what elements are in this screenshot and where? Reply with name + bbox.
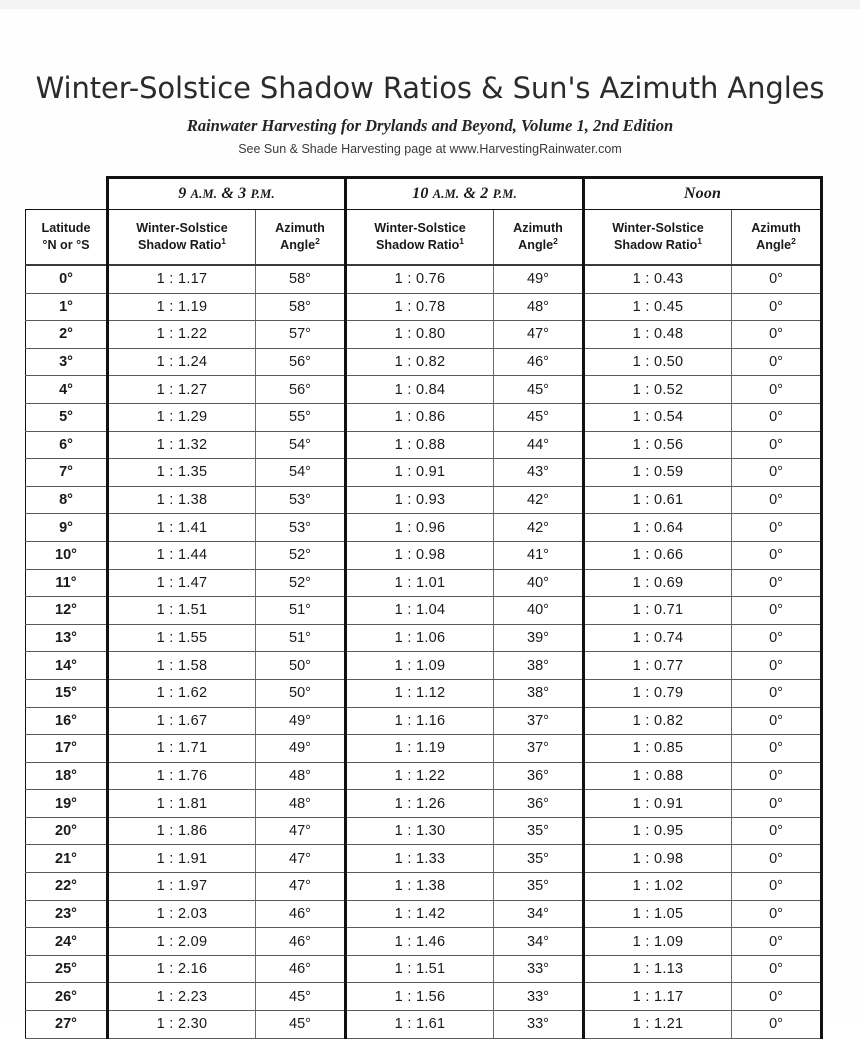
table-row bbox=[26, 983, 822, 1011]
cell-azimuth-noon: 0° bbox=[732, 790, 822, 818]
footnote-marker-2: 2 bbox=[315, 235, 320, 246]
table-row bbox=[26, 569, 822, 597]
cell-azimuth-9am: 56° bbox=[256, 376, 346, 404]
cell-azimuth-noon: 0° bbox=[732, 597, 822, 625]
cell-azimuth-noon: 0° bbox=[732, 376, 822, 404]
cell-azimuth-9am: 49° bbox=[256, 707, 346, 735]
cell-ratio-9am: 1 : 1.81 bbox=[108, 790, 256, 818]
cell-ratio-noon: 1 : 0.69 bbox=[584, 569, 732, 597]
cell-ratio-9am: 1 : 1.51 bbox=[108, 597, 256, 625]
cell-latitude: 16° bbox=[26, 707, 108, 735]
table-row bbox=[26, 376, 822, 404]
cell-latitude: 3° bbox=[26, 348, 108, 376]
table-row bbox=[26, 486, 822, 514]
cell-azimuth-9am: 48° bbox=[256, 762, 346, 790]
cell-latitude: 24° bbox=[26, 928, 108, 956]
column-header-azimuth-10am-line2 bbox=[494, 237, 582, 254]
cell-latitude: 4° bbox=[26, 376, 108, 404]
cell-ratio-10am: 1 : 1.19 bbox=[346, 735, 494, 763]
cell-latitude: 9° bbox=[26, 514, 108, 542]
cell-azimuth-9am: 58° bbox=[256, 293, 346, 321]
cell-latitude: 12° bbox=[26, 597, 108, 625]
cell-ratio-10am: 1 : 0.76 bbox=[346, 265, 494, 293]
cell-latitude: 14° bbox=[26, 652, 108, 680]
cell-azimuth-10am: 38° bbox=[494, 652, 584, 680]
cell-azimuth-10am: 45° bbox=[494, 403, 584, 431]
cell-ratio-9am: 1 : 1.76 bbox=[108, 762, 256, 790]
cell-azimuth-9am: 57° bbox=[256, 321, 346, 349]
cell-azimuth-9am: 45° bbox=[256, 1011, 346, 1039]
table-row bbox=[26, 735, 822, 763]
cell-ratio-9am: 1 : 1.32 bbox=[108, 431, 256, 459]
cell-azimuth-10am: 38° bbox=[494, 679, 584, 707]
cell-ratio-noon: 1 : 0.82 bbox=[584, 707, 732, 735]
cell-azimuth-9am: 47° bbox=[256, 817, 346, 845]
cell-azimuth-noon: 0° bbox=[732, 652, 822, 680]
cell-ratio-noon: 1 : 0.98 bbox=[584, 845, 732, 873]
column-header-azimuth-noon-line1: Azimuth bbox=[751, 221, 801, 235]
document-heading bbox=[0, 70, 860, 157]
cell-ratio-10am: 1 : 1.01 bbox=[346, 569, 494, 597]
cell-ratio-9am: 1 : 1.41 bbox=[108, 514, 256, 542]
cell-azimuth-10am: 40° bbox=[494, 597, 584, 625]
cell-ratio-noon: 1 : 0.50 bbox=[584, 348, 732, 376]
ratio-label-text: Shadow Ratio bbox=[614, 238, 698, 252]
table-row bbox=[26, 624, 822, 652]
cell-azimuth-10am: 47° bbox=[494, 321, 584, 349]
table-row bbox=[26, 265, 822, 293]
footnote-marker-2: 2 bbox=[553, 235, 558, 246]
cell-ratio-noon: 1 : 0.85 bbox=[584, 735, 732, 763]
cell-azimuth-noon: 0° bbox=[732, 624, 822, 652]
cell-ratio-10am: 1 : 0.88 bbox=[346, 431, 494, 459]
page-top-band bbox=[0, 0, 860, 9]
time-group-header-row bbox=[26, 178, 822, 210]
cell-azimuth-9am: 52° bbox=[256, 569, 346, 597]
cell-ratio-noon: 1 : 0.88 bbox=[584, 762, 732, 790]
cell-ratio-noon: 1 : 0.74 bbox=[584, 624, 732, 652]
cell-ratio-9am: 1 : 1.58 bbox=[108, 652, 256, 680]
cell-ratio-10am: 1 : 1.16 bbox=[346, 707, 494, 735]
cell-azimuth-noon: 0° bbox=[732, 955, 822, 983]
cell-ratio-9am: 1 : 1.86 bbox=[108, 817, 256, 845]
table-row bbox=[26, 845, 822, 873]
table-row bbox=[26, 955, 822, 983]
page-title: Winter-Solstice Shadow Ratios & Sun's Azimuth Angles bbox=[35, 71, 825, 105]
cell-azimuth-noon: 0° bbox=[732, 762, 822, 790]
cell-azimuth-10am: 34° bbox=[494, 900, 584, 928]
group-header-9am-3pm bbox=[108, 178, 346, 210]
cell-latitude: 8° bbox=[26, 486, 108, 514]
cell-ratio-9am: 1 : 1.67 bbox=[108, 707, 256, 735]
cell-ratio-9am: 1 : 1.29 bbox=[108, 403, 256, 431]
cell-latitude: 22° bbox=[26, 873, 108, 901]
cell-ratio-10am: 1 : 0.96 bbox=[346, 514, 494, 542]
cell-ratio-9am: 1 : 2.03 bbox=[108, 900, 256, 928]
column-header-latitude bbox=[26, 210, 108, 266]
cell-azimuth-10am: 49° bbox=[494, 265, 584, 293]
column-header-ratio-noon-line2 bbox=[585, 237, 731, 254]
cell-azimuth-9am: 56° bbox=[256, 348, 346, 376]
table-row bbox=[26, 762, 822, 790]
cell-azimuth-10am: 36° bbox=[494, 790, 584, 818]
ratio-label-text: Shadow Ratio bbox=[138, 238, 222, 252]
cell-azimuth-9am: 46° bbox=[256, 900, 346, 928]
cell-ratio-noon: 1 : 0.91 bbox=[584, 790, 732, 818]
cell-ratio-10am: 1 : 0.86 bbox=[346, 403, 494, 431]
cell-latitude: 13° bbox=[26, 624, 108, 652]
column-header-azimuth-9am-line1: Azimuth bbox=[275, 221, 325, 235]
column-header-ratio-noon-line1: Winter-Solstice bbox=[612, 221, 704, 235]
cell-ratio-10am: 1 : 1.56 bbox=[346, 983, 494, 1011]
cell-ratio-noon: 1 : 0.52 bbox=[584, 376, 732, 404]
cell-azimuth-10am: 45° bbox=[494, 376, 584, 404]
cell-ratio-10am: 1 : 1.06 bbox=[346, 624, 494, 652]
cell-latitude: 21° bbox=[26, 845, 108, 873]
azimuth-label-text: Angle bbox=[280, 238, 316, 252]
cell-ratio-noon: 1 : 1.21 bbox=[584, 1011, 732, 1039]
cell-ratio-9am: 1 : 1.38 bbox=[108, 486, 256, 514]
cell-azimuth-9am: 45° bbox=[256, 983, 346, 1011]
column-header-ratio-9am-line1: Winter-Solstice bbox=[136, 221, 228, 235]
table-row bbox=[26, 679, 822, 707]
cell-ratio-10am: 1 : 0.80 bbox=[346, 321, 494, 349]
table-row bbox=[26, 873, 822, 901]
cell-ratio-noon: 1 : 0.59 bbox=[584, 459, 732, 487]
cell-ratio-10am: 1 : 1.42 bbox=[346, 900, 494, 928]
cell-azimuth-10am: 37° bbox=[494, 707, 584, 735]
cell-azimuth-9am: 47° bbox=[256, 873, 346, 901]
column-header-row bbox=[26, 210, 822, 266]
table-row bbox=[26, 1011, 822, 1039]
cell-ratio-10am: 1 : 1.04 bbox=[346, 597, 494, 625]
cell-azimuth-noon: 0° bbox=[732, 735, 822, 763]
cell-ratio-10am: 1 : 1.33 bbox=[346, 845, 494, 873]
cell-ratio-9am: 1 : 1.71 bbox=[108, 735, 256, 763]
cell-latitude: 19° bbox=[26, 790, 108, 818]
table-row bbox=[26, 900, 822, 928]
table-row bbox=[26, 321, 822, 349]
cell-ratio-10am: 1 : 1.09 bbox=[346, 652, 494, 680]
cell-ratio-noon: 1 : 0.71 bbox=[584, 597, 732, 625]
column-header-latitude-line1: Latitude bbox=[41, 221, 91, 235]
cell-ratio-9am: 1 : 1.22 bbox=[108, 321, 256, 349]
cell-azimuth-noon: 0° bbox=[732, 403, 822, 431]
document-subtitle: Rainwater Harvesting for Drylands and Beyond, Volume 1, 2nd Edition bbox=[186, 116, 674, 135]
cell-azimuth-10am: 39° bbox=[494, 624, 584, 652]
column-header-ratio-10am-line2 bbox=[347, 237, 493, 254]
table-row bbox=[26, 652, 822, 680]
cell-latitude: 27° bbox=[26, 1011, 108, 1039]
cell-latitude: 26° bbox=[26, 983, 108, 1011]
group-header-9am-3pm-label: 9 A.M. & 3 P.M. bbox=[178, 185, 275, 202]
table-row bbox=[26, 817, 822, 845]
table-row bbox=[26, 293, 822, 321]
cell-ratio-10am: 1 : 1.51 bbox=[346, 955, 494, 983]
cell-azimuth-9am: 51° bbox=[256, 597, 346, 625]
cell-latitude: 23° bbox=[26, 900, 108, 928]
cell-azimuth-9am: 49° bbox=[256, 735, 346, 763]
cell-ratio-noon: 1 : 0.54 bbox=[584, 403, 732, 431]
cell-azimuth-10am: 35° bbox=[494, 817, 584, 845]
cell-azimuth-noon: 0° bbox=[732, 293, 822, 321]
cell-ratio-9am: 1 : 1.44 bbox=[108, 541, 256, 569]
ratio-label-text: Shadow Ratio bbox=[376, 238, 460, 252]
cell-azimuth-noon: 0° bbox=[732, 983, 822, 1011]
cell-azimuth-9am: 52° bbox=[256, 541, 346, 569]
cell-ratio-noon: 1 : 0.79 bbox=[584, 679, 732, 707]
table-row bbox=[26, 597, 822, 625]
column-header-ratio-10am-line1: Winter-Solstice bbox=[374, 221, 466, 235]
cell-azimuth-10am: 37° bbox=[494, 735, 584, 763]
cell-azimuth-noon: 0° bbox=[732, 1011, 822, 1039]
cell-azimuth-10am: 35° bbox=[494, 873, 584, 901]
cell-ratio-9am: 1 : 1.27 bbox=[108, 376, 256, 404]
table-row bbox=[26, 707, 822, 735]
footnote-marker-2: 2 bbox=[791, 235, 796, 246]
document-source-note: See Sun & Shade Harvesting page at www.HarvestingRainwater.com bbox=[238, 142, 622, 156]
cell-azimuth-9am: 51° bbox=[256, 624, 346, 652]
table-row bbox=[26, 403, 822, 431]
footnote-marker-1: 1 bbox=[697, 235, 703, 246]
cell-latitude: 5° bbox=[26, 403, 108, 431]
cell-ratio-9am: 1 : 1.19 bbox=[108, 293, 256, 321]
cell-ratio-noon: 1 : 1.17 bbox=[584, 983, 732, 1011]
cell-latitude: 15° bbox=[26, 679, 108, 707]
cell-azimuth-10am: 42° bbox=[494, 514, 584, 542]
cell-azimuth-noon: 0° bbox=[732, 265, 822, 293]
table-row bbox=[26, 541, 822, 569]
cell-azimuth-10am: 34° bbox=[494, 928, 584, 956]
column-header-azimuth-noon bbox=[732, 210, 822, 266]
cell-azimuth-noon: 0° bbox=[732, 679, 822, 707]
cell-latitude: 17° bbox=[26, 735, 108, 763]
cell-ratio-10am: 1 : 0.93 bbox=[346, 486, 494, 514]
cell-latitude: 25° bbox=[26, 955, 108, 983]
column-header-azimuth-9am-line2 bbox=[256, 237, 344, 254]
column-header-ratio-9am-line2 bbox=[109, 237, 255, 254]
cell-azimuth-9am: 54° bbox=[256, 459, 346, 487]
table-row bbox=[26, 790, 822, 818]
cell-ratio-10am: 1 : 0.91 bbox=[346, 459, 494, 487]
cell-azimuth-9am: 53° bbox=[256, 486, 346, 514]
cell-azimuth-noon: 0° bbox=[732, 541, 822, 569]
cell-azimuth-9am: 54° bbox=[256, 431, 346, 459]
cell-azimuth-noon: 0° bbox=[732, 873, 822, 901]
group-header-10am-2pm-label: 10 A.M. & 2 P.M. bbox=[412, 185, 517, 202]
cell-ratio-noon: 1 : 1.02 bbox=[584, 873, 732, 901]
cell-azimuth-noon: 0° bbox=[732, 845, 822, 873]
cell-ratio-noon: 1 : 1.13 bbox=[584, 955, 732, 983]
cell-azimuth-10am: 41° bbox=[494, 541, 584, 569]
cell-azimuth-noon: 0° bbox=[732, 707, 822, 735]
cell-ratio-noon: 1 : 0.45 bbox=[584, 293, 732, 321]
cell-azimuth-9am: 50° bbox=[256, 679, 346, 707]
cell-ratio-9am: 1 : 2.16 bbox=[108, 955, 256, 983]
table-row bbox=[26, 431, 822, 459]
column-header-ratio-10am bbox=[346, 210, 494, 266]
column-header-ratio-noon bbox=[584, 210, 732, 266]
cell-ratio-10am: 1 : 0.98 bbox=[346, 541, 494, 569]
cell-ratio-9am: 1 : 1.97 bbox=[108, 873, 256, 901]
group-header-spacer bbox=[26, 178, 108, 210]
azimuth-label-text: Angle bbox=[756, 238, 792, 252]
cell-latitude: 18° bbox=[26, 762, 108, 790]
cell-ratio-9am: 1 : 1.55 bbox=[108, 624, 256, 652]
cell-azimuth-9am: 46° bbox=[256, 928, 346, 956]
cell-ratio-10am: 1 : 1.12 bbox=[346, 679, 494, 707]
cell-azimuth-9am: 47° bbox=[256, 845, 346, 873]
cell-ratio-noon: 1 : 0.77 bbox=[584, 652, 732, 680]
cell-azimuth-10am: 35° bbox=[494, 845, 584, 873]
shadow-ratio-table-container bbox=[25, 176, 823, 1039]
cell-azimuth-10am: 44° bbox=[494, 431, 584, 459]
footnote-marker-1: 1 bbox=[221, 235, 226, 246]
cell-ratio-noon: 1 : 1.09 bbox=[584, 928, 732, 956]
table-row bbox=[26, 514, 822, 542]
cell-azimuth-noon: 0° bbox=[732, 928, 822, 956]
column-header-azimuth-10am-line1: Azimuth bbox=[513, 221, 563, 235]
cell-ratio-10am: 1 : 1.26 bbox=[346, 790, 494, 818]
cell-azimuth-10am: 33° bbox=[494, 955, 584, 983]
cell-ratio-10am: 1 : 1.30 bbox=[346, 817, 494, 845]
cell-ratio-10am: 1 : 0.84 bbox=[346, 376, 494, 404]
cell-ratio-9am: 1 : 2.30 bbox=[108, 1011, 256, 1039]
cell-azimuth-noon: 0° bbox=[732, 431, 822, 459]
column-header-latitude-line2: °N or °S bbox=[42, 238, 90, 252]
cell-azimuth-10am: 48° bbox=[494, 293, 584, 321]
column-header-azimuth-noon-line2 bbox=[732, 237, 820, 254]
table-body bbox=[26, 265, 822, 1038]
cell-azimuth-noon: 0° bbox=[732, 817, 822, 845]
cell-latitude: 0° bbox=[26, 265, 108, 293]
cell-ratio-9am: 1 : 1.62 bbox=[108, 679, 256, 707]
cell-latitude: 7° bbox=[26, 459, 108, 487]
group-header-noon bbox=[584, 178, 822, 210]
cell-azimuth-noon: 0° bbox=[732, 348, 822, 376]
cell-azimuth-noon: 0° bbox=[732, 514, 822, 542]
table-header bbox=[26, 178, 822, 266]
cell-ratio-noon: 1 : 0.66 bbox=[584, 541, 732, 569]
cell-azimuth-10am: 33° bbox=[494, 983, 584, 1011]
column-header-ratio-9am bbox=[108, 210, 256, 266]
cell-azimuth-9am: 48° bbox=[256, 790, 346, 818]
cell-ratio-10am: 1 : 1.46 bbox=[346, 928, 494, 956]
cell-azimuth-9am: 46° bbox=[256, 955, 346, 983]
cell-ratio-10am: 1 : 1.38 bbox=[346, 873, 494, 901]
cell-latitude: 20° bbox=[26, 817, 108, 845]
cell-ratio-noon: 1 : 1.05 bbox=[584, 900, 732, 928]
cell-azimuth-10am: 43° bbox=[494, 459, 584, 487]
group-header-noon-label: Noon bbox=[683, 185, 722, 202]
cell-azimuth-10am: 40° bbox=[494, 569, 584, 597]
cell-ratio-10am: 1 : 1.61 bbox=[346, 1011, 494, 1039]
cell-ratio-noon: 1 : 0.64 bbox=[584, 514, 732, 542]
cell-ratio-noon: 1 : 0.48 bbox=[584, 321, 732, 349]
cell-ratio-9am: 1 : 1.35 bbox=[108, 459, 256, 487]
cell-ratio-10am: 1 : 0.78 bbox=[346, 293, 494, 321]
cell-latitude: 2° bbox=[26, 321, 108, 349]
cell-azimuth-noon: 0° bbox=[732, 321, 822, 349]
cell-ratio-noon: 1 : 0.56 bbox=[584, 431, 732, 459]
footnote-marker-1: 1 bbox=[459, 235, 465, 246]
cell-azimuth-noon: 0° bbox=[732, 569, 822, 597]
cell-ratio-9am: 1 : 1.17 bbox=[108, 265, 256, 293]
table-row bbox=[26, 459, 822, 487]
cell-azimuth-9am: 55° bbox=[256, 403, 346, 431]
cell-azimuth-9am: 50° bbox=[256, 652, 346, 680]
column-header-azimuth-10am bbox=[494, 210, 584, 266]
table-row bbox=[26, 348, 822, 376]
cell-azimuth-noon: 0° bbox=[732, 900, 822, 928]
cell-ratio-10am: 1 : 0.82 bbox=[346, 348, 494, 376]
cell-azimuth-noon: 0° bbox=[732, 459, 822, 487]
group-header-10am-2pm bbox=[346, 178, 584, 210]
cell-azimuth-10am: 36° bbox=[494, 762, 584, 790]
column-header-azimuth-9am bbox=[256, 210, 346, 266]
cell-azimuth-10am: 46° bbox=[494, 348, 584, 376]
cell-ratio-9am: 1 : 1.24 bbox=[108, 348, 256, 376]
cell-latitude: 10° bbox=[26, 541, 108, 569]
cell-ratio-noon: 1 : 0.95 bbox=[584, 817, 732, 845]
cell-latitude: 11° bbox=[26, 569, 108, 597]
cell-latitude: 1° bbox=[26, 293, 108, 321]
cell-ratio-9am: 1 : 2.23 bbox=[108, 983, 256, 1011]
cell-ratio-9am: 1 : 2.09 bbox=[108, 928, 256, 956]
cell-latitude: 6° bbox=[26, 431, 108, 459]
cell-ratio-10am: 1 : 1.22 bbox=[346, 762, 494, 790]
shadow-ratio-table bbox=[25, 176, 823, 1039]
cell-azimuth-10am: 42° bbox=[494, 486, 584, 514]
cell-ratio-9am: 1 : 1.47 bbox=[108, 569, 256, 597]
cell-azimuth-9am: 58° bbox=[256, 265, 346, 293]
azimuth-label-text: Angle bbox=[518, 238, 554, 252]
cell-azimuth-noon: 0° bbox=[732, 486, 822, 514]
cell-ratio-9am: 1 : 1.91 bbox=[108, 845, 256, 873]
cell-ratio-noon: 1 : 0.61 bbox=[584, 486, 732, 514]
cell-azimuth-9am: 53° bbox=[256, 514, 346, 542]
table-row bbox=[26, 928, 822, 956]
cell-azimuth-10am: 33° bbox=[494, 1011, 584, 1039]
cell-ratio-noon: 1 : 0.43 bbox=[584, 265, 732, 293]
